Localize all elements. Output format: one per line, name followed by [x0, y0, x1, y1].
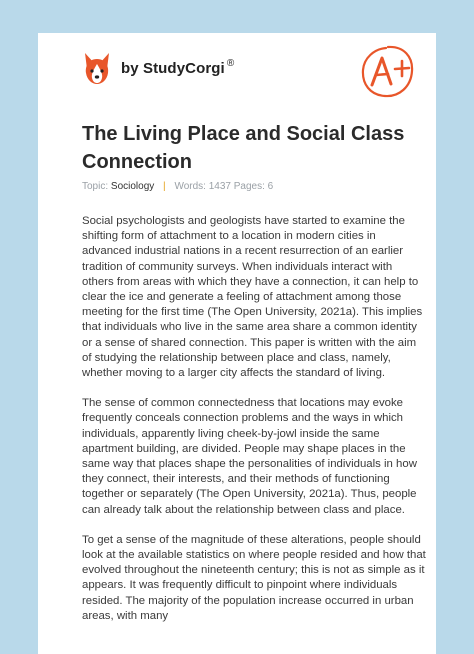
- brand-name: by StudyCorgi: [121, 59, 225, 77]
- paragraph: To get a sense of the magnitude of these alterations, people should look at the available statistics on where people resided and how that evolved throughout the nineteenth century; this is not as simple as it appears. It was frequently difficult to pinpoint where individuals resided. The majority of the population increase occurred in urban areas, with many: [82, 533, 426, 622]
- words-count: 1437: [208, 181, 231, 192]
- pages-label: Pages:: [233, 181, 265, 192]
- brand-logo[interactable]: [82, 51, 234, 85]
- topic-link[interactable]: Sociology: [110, 181, 155, 192]
- topic-label: Topic:: [82, 181, 109, 192]
- paragraph: Social psychologists and geologists have started to examine the shifting form of attachment to a location in modern cities in advanced industrial nations in a recent resurrection of an earlier tradition of community surveys. When individuals interact with others from areas with which they have a connection, it can help to clear the ice and generate a feeling of attachment among those meeting for the first time (The Open University, 2021a). This implies that individuals who live in the same area share a common identity or a sense of shared connection. This paper is written with the aim of studying the relationship between place and class, namely, whether moving to a larger city affects the standard of living.: [82, 215, 423, 380]
- meta-separator: |: [163, 181, 166, 192]
- document-meta: [82, 181, 273, 192]
- words-label: Words:: [174, 181, 206, 192]
- pages-count: 6: [267, 181, 274, 192]
- document-page: [38, 33, 436, 654]
- document-title: The Living Place and Social Class Connection: [82, 123, 405, 173]
- paragraph: The sense of common connectedness that locations may evoke frequently conceals connection problems and the ways in which individuals, apparently living cheek-by-jowl inside the same apartment building, are divided. People may shape places in the same way that places shape the personalities of individuals in how they connect, their interests, and their methods of functioning together or separately (The Open University, 2021a). Thus, people can already talk about the relationship between class and place.: [82, 397, 417, 516]
- grade-a-plus-icon: [358, 43, 416, 101]
- corgi-icon: [82, 51, 112, 85]
- registered-mark: ®: [226, 57, 235, 69]
- document-body: [82, 214, 426, 639]
